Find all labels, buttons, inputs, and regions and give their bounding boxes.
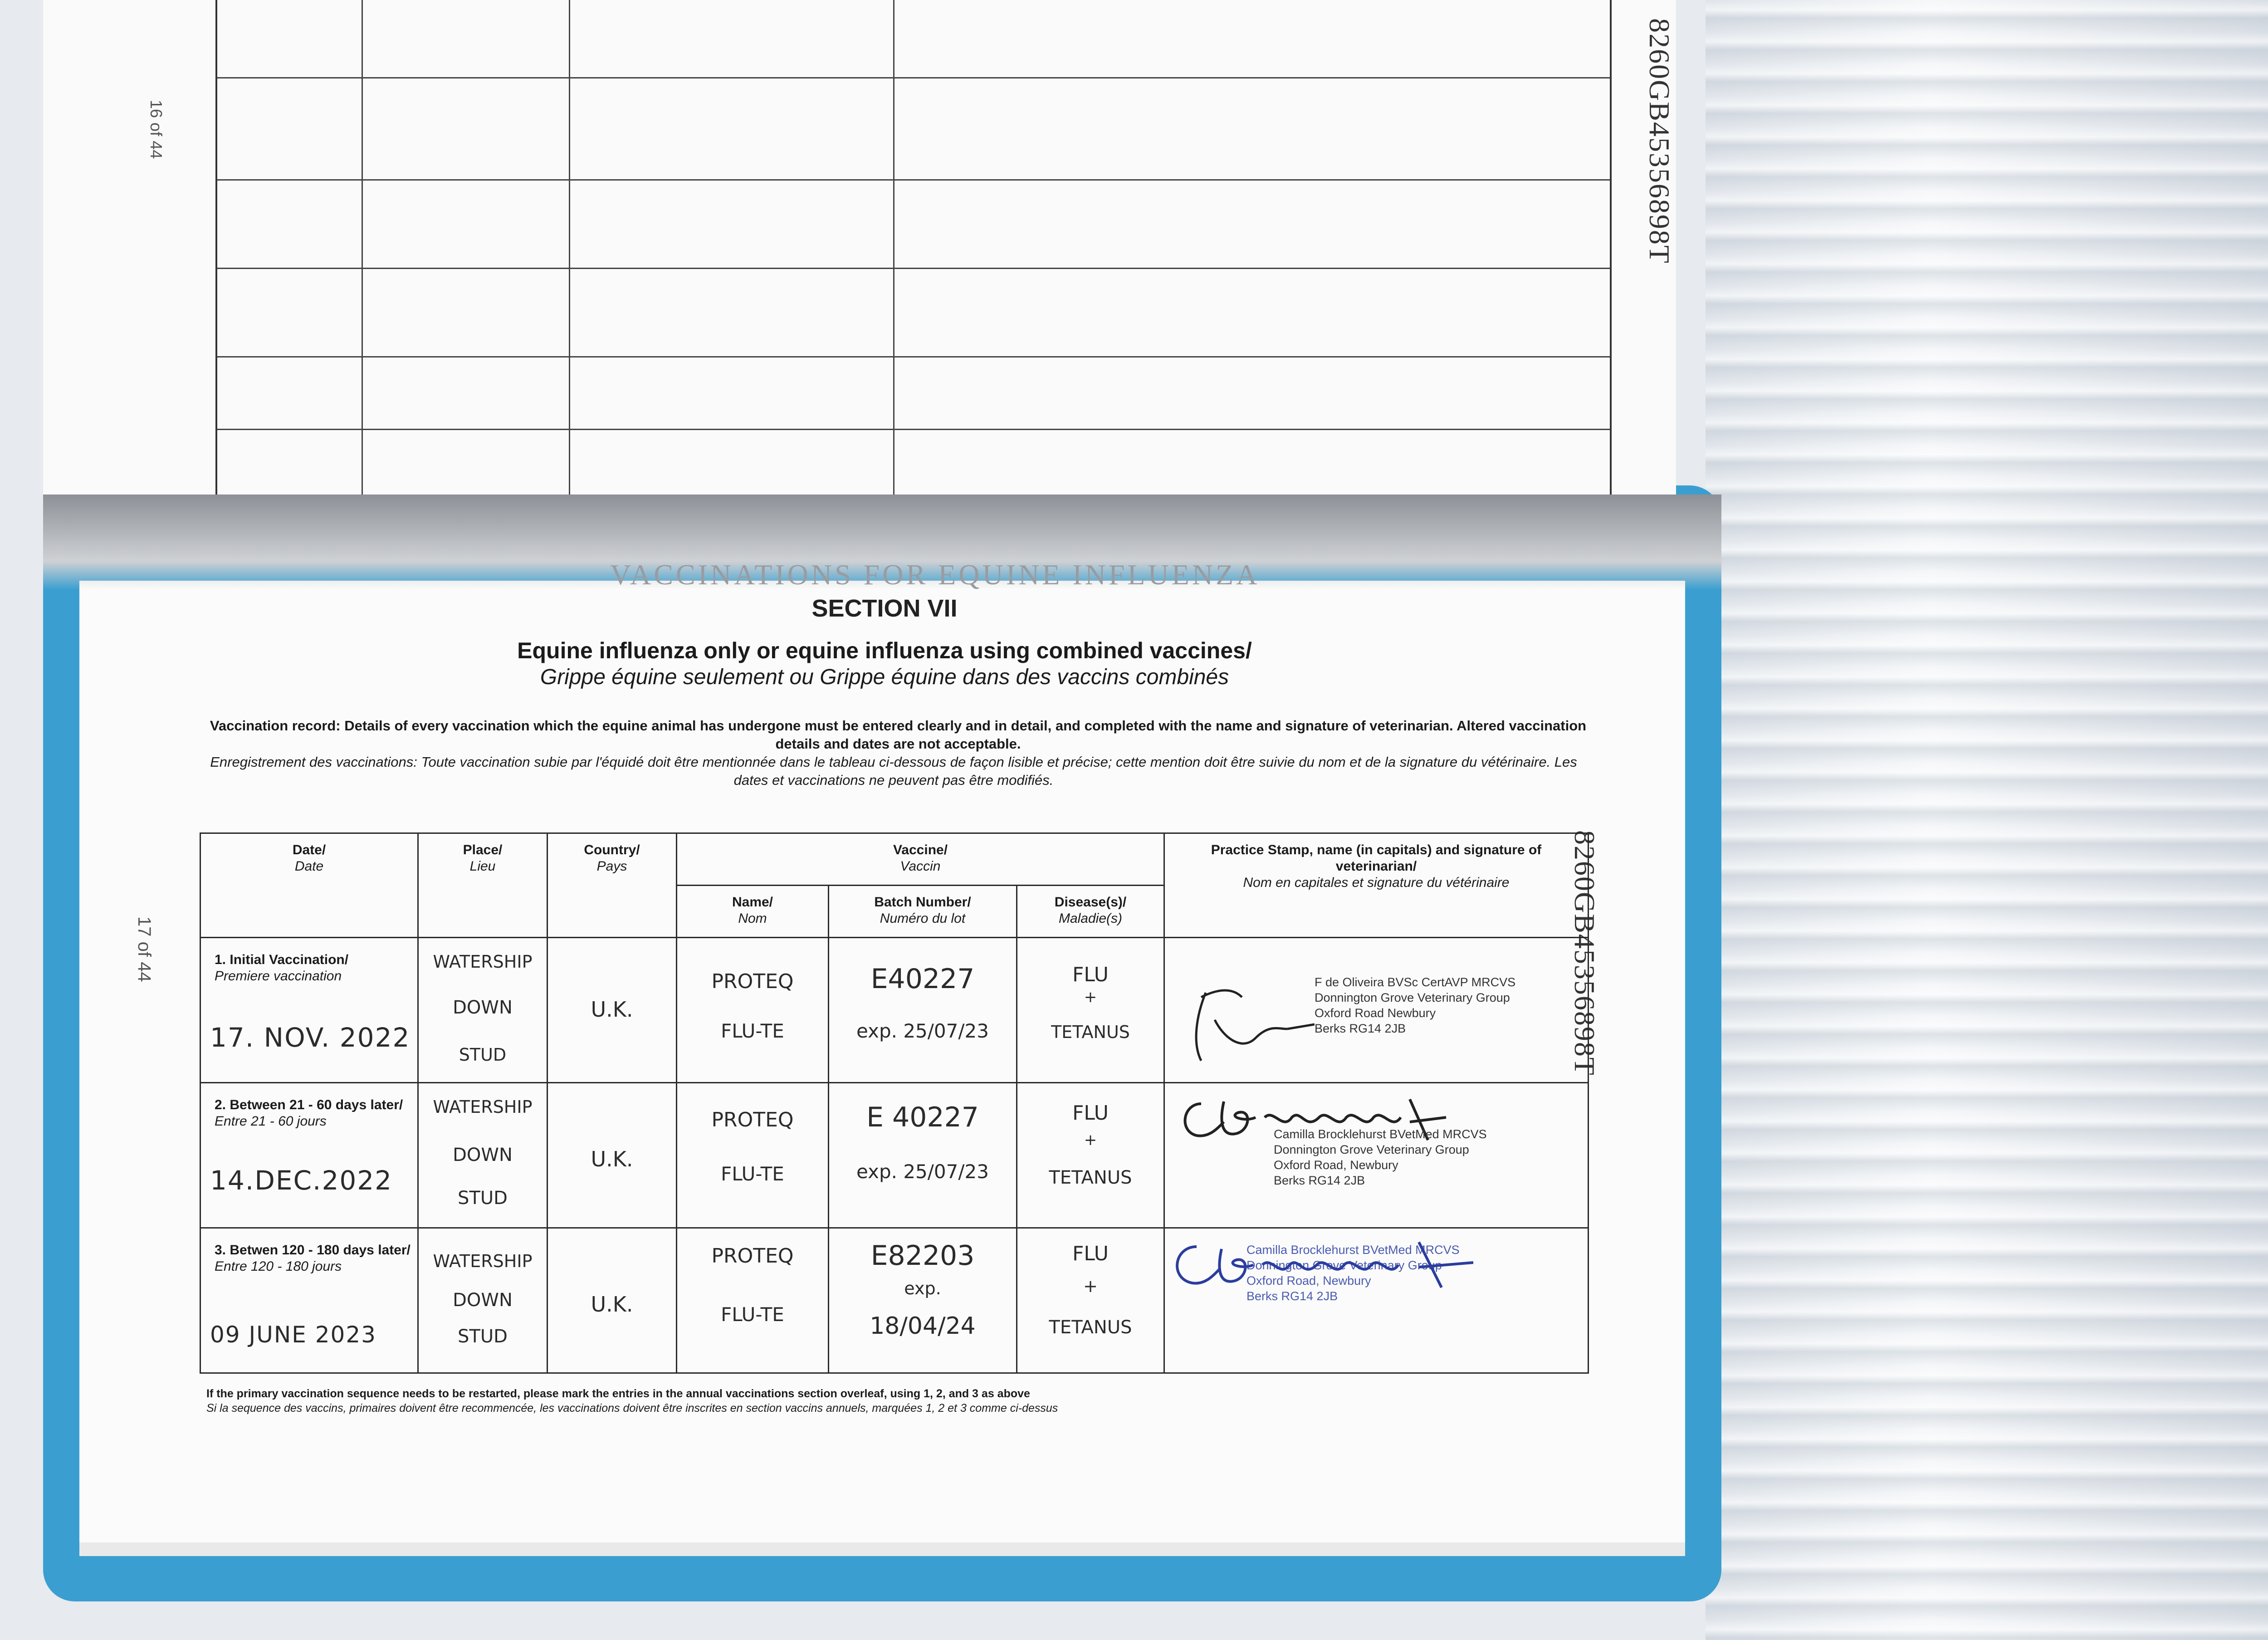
stage-label: 1. Initial Vaccination/ Premiere vaccination	[215, 952, 349, 984]
record-instructions-english: Vaccination record: Details of every vaccination which the equine animal has undergone must be entered clearly and in detail, and completed with the name and signature of veterinarian. Altered vaccination details and dates are not acceptable.	[210, 718, 1587, 752]
stamp-cell	[1164, 1228, 1589, 1373]
vaccine-name-cell	[677, 938, 829, 1083]
handwritten-country: U.K.	[591, 1292, 633, 1317]
grid-line	[217, 429, 1610, 430]
grid-line	[217, 179, 1610, 181]
grid-line	[217, 356, 1610, 357]
country-cell	[547, 1228, 677, 1373]
handwritten-place-line: WATERSHIP	[433, 1251, 533, 1271]
disease-cell	[1017, 938, 1164, 1083]
header-vaccine-name: Name/ Nom	[677, 886, 829, 938]
heading-english: Equine influenza only or equine influenza using combined vaccines/	[517, 638, 1252, 663]
grid-line	[217, 77, 1610, 78]
upper-empty-table	[215, 0, 1612, 499]
handwritten-disease-line: +	[1084, 988, 1097, 1006]
header-vaccine: Vaccine/ Vaccin	[677, 833, 1164, 886]
handwritten-expiry-date: 18/04/24	[870, 1312, 976, 1340]
handwritten-place-line: DOWN	[453, 997, 513, 1018]
stage-label: 2. Between 21 - 60 days later/ Entre 21 - 60 jours	[215, 1097, 403, 1129]
upper-page-number: 16 of 44	[147, 100, 166, 159]
footnote-english: If the primary vaccination sequence needs to be restarted, please mark the entries in the annual vaccinations section overleaf, using 1, 2, and 3 as above	[206, 1387, 1030, 1400]
handwritten-vaccine-line: PROTEQ	[711, 1108, 794, 1131]
footnote-french: Si la sequence des vaccins, primaires doivent être recommencée, les vaccinations doivent être inscrites en section vaccins annuels, marquées 1, 2 et 3 comme ci-dessus	[206, 1402, 1058, 1415]
handwritten-country: U.K.	[591, 997, 633, 1022]
handwritten-date: 17. NOV. 2022	[210, 1022, 411, 1053]
handwritten-expiry: exp. 25/07/23	[856, 1160, 989, 1183]
disease-cell	[1017, 1083, 1164, 1228]
handwritten-place-line: STUD	[458, 1326, 508, 1347]
grid-line	[217, 268, 1610, 269]
handwritten-disease-line: FLU	[1072, 1242, 1109, 1265]
handwritten-disease-line: TETANUS	[1049, 1167, 1132, 1188]
vet-stamp: Camilla Brocklehurst BVetMed MRCVS Donnington Grove Veterinary Group Oxford Road, Newbury Berks RG14 2JB	[1246, 1243, 1460, 1303]
handwritten-vaccine-line: PROTEQ	[711, 1244, 794, 1268]
heading-french: Grippe équine seulement ou Grippe équine dans des vaccins combinés	[540, 665, 1229, 689]
date-cell	[200, 938, 418, 1083]
country-cell	[547, 938, 677, 1083]
page-fold-shadow	[43, 494, 1721, 590]
header-date: Date/ Date	[200, 833, 418, 938]
place-cell	[418, 1083, 547, 1228]
handwritten-place-line: WATERSHIP	[433, 952, 533, 972]
table-row	[200, 1083, 1589, 1228]
record-instructions-french: Enregistrement des vaccinations: Toute vaccination subie par l'équidé doit être mentionnée dans le tableau ci-dessous de façon lisible et précise; cette mention doit être suivie du nom et de la signature du vétérinaire. Les dates et vaccinations ne peuvent pas être modifiés.	[210, 754, 1577, 788]
vet-stamp: F de Oliveira BVSc CertAVP MRCVS Donnington Grove Veterinary Group Oxford Road Newbury Berks RG14 2JB	[1315, 975, 1516, 1035]
header-country: Country/ Pays	[547, 833, 677, 938]
handwritten-date: 09 JUNE 2023	[210, 1322, 376, 1348]
batch-cell	[829, 1228, 1017, 1373]
handwritten-place-line: DOWN	[453, 1290, 513, 1311]
section-title: SECTION VII	[811, 595, 958, 622]
handwritten-disease-line: FLU	[1072, 1101, 1109, 1125]
handwritten-vaccine-line: PROTEQ	[711, 970, 794, 993]
table-row	[200, 938, 1589, 1083]
date-cell	[200, 1083, 418, 1228]
handwritten-vaccine-line: FLU-TE	[721, 1303, 784, 1326]
handwritten-place-line: STUD	[458, 1188, 508, 1209]
grid-line	[893, 0, 894, 499]
header-place: Place/ Lieu	[418, 833, 547, 938]
handwritten-disease-line: TETANUS	[1049, 1317, 1132, 1338]
handwritten-disease-line: +	[1084, 1131, 1097, 1149]
place-cell	[418, 938, 547, 1083]
vet-stamp: Camilla Brocklehurst BVetMed MRCVS Donnington Grove Veterinary Group Oxford Road, Newbury Berks RG14 2JB	[1274, 1127, 1487, 1187]
handwritten-country: U.K.	[591, 1147, 633, 1171]
header-disease: Disease(s)/ Maladie(s)	[1017, 886, 1164, 938]
page-number: 17 of 44	[134, 916, 154, 982]
upper-page	[43, 0, 1676, 522]
handwritten-place-line: DOWN	[453, 1145, 513, 1165]
handwritten-expiry: exp.	[904, 1278, 941, 1298]
grid-line	[569, 0, 570, 499]
table-row	[200, 1228, 1589, 1373]
header-batch-number: Batch Number/ Numéro du lot	[829, 886, 1017, 938]
handwritten-batch: E 40227	[866, 1101, 979, 1133]
handwritten-batch: E82203	[870, 1240, 975, 1272]
handwritten-vaccine-line: FLU-TE	[721, 1020, 784, 1042]
veterinarian-signature	[1165, 1233, 1519, 1301]
faded-page-title: VACCINATIONS FOR EQUINE INFLUENZA	[610, 558, 1260, 591]
handwritten-date: 14.DEC.2022	[210, 1165, 393, 1196]
stamp-cell	[1164, 1083, 1589, 1228]
handwritten-batch: E40227	[870, 963, 975, 995]
stage-label: 3. Betwen 120 - 180 days later/ Entre 120 - 180 jours	[215, 1243, 411, 1274]
date-cell	[200, 1228, 418, 1373]
handwritten-disease-line: TETANUS	[1051, 1022, 1130, 1042]
handwritten-disease-line: FLU	[1072, 963, 1109, 986]
vaccination-table	[200, 832, 1589, 1374]
veterinarian-signature	[1178, 961, 1315, 1079]
disease-cell	[1017, 1228, 1164, 1373]
batch-cell	[829, 938, 1017, 1083]
country-cell	[547, 1083, 677, 1228]
handwritten-place-line: WATERSHIP	[433, 1097, 533, 1117]
vaccine-name-cell	[677, 1228, 829, 1373]
grid-line	[362, 0, 363, 499]
handwritten-vaccine-line: FLU-TE	[721, 1163, 784, 1185]
handwritten-expiry: exp. 25/07/23	[856, 1020, 989, 1042]
handwritten-place-line: STUD	[459, 1045, 507, 1065]
vaccine-name-cell	[677, 1083, 829, 1228]
stamp-cell	[1164, 938, 1589, 1083]
batch-cell	[829, 1083, 1017, 1228]
handwritten-disease-line: +	[1083, 1276, 1098, 1296]
scanner-background	[1706, 0, 2268, 1640]
header-stamp: Practice Stamp, name (in capitals) and signature of veterinarian/ Nom en capitales et signature du vétérinaire	[1164, 833, 1589, 938]
passport-code-upper: 8260GB45356898T	[1643, 18, 1676, 264]
passport-code: 8260GB45356898T	[1569, 830, 1601, 1076]
place-cell	[418, 1228, 547, 1373]
